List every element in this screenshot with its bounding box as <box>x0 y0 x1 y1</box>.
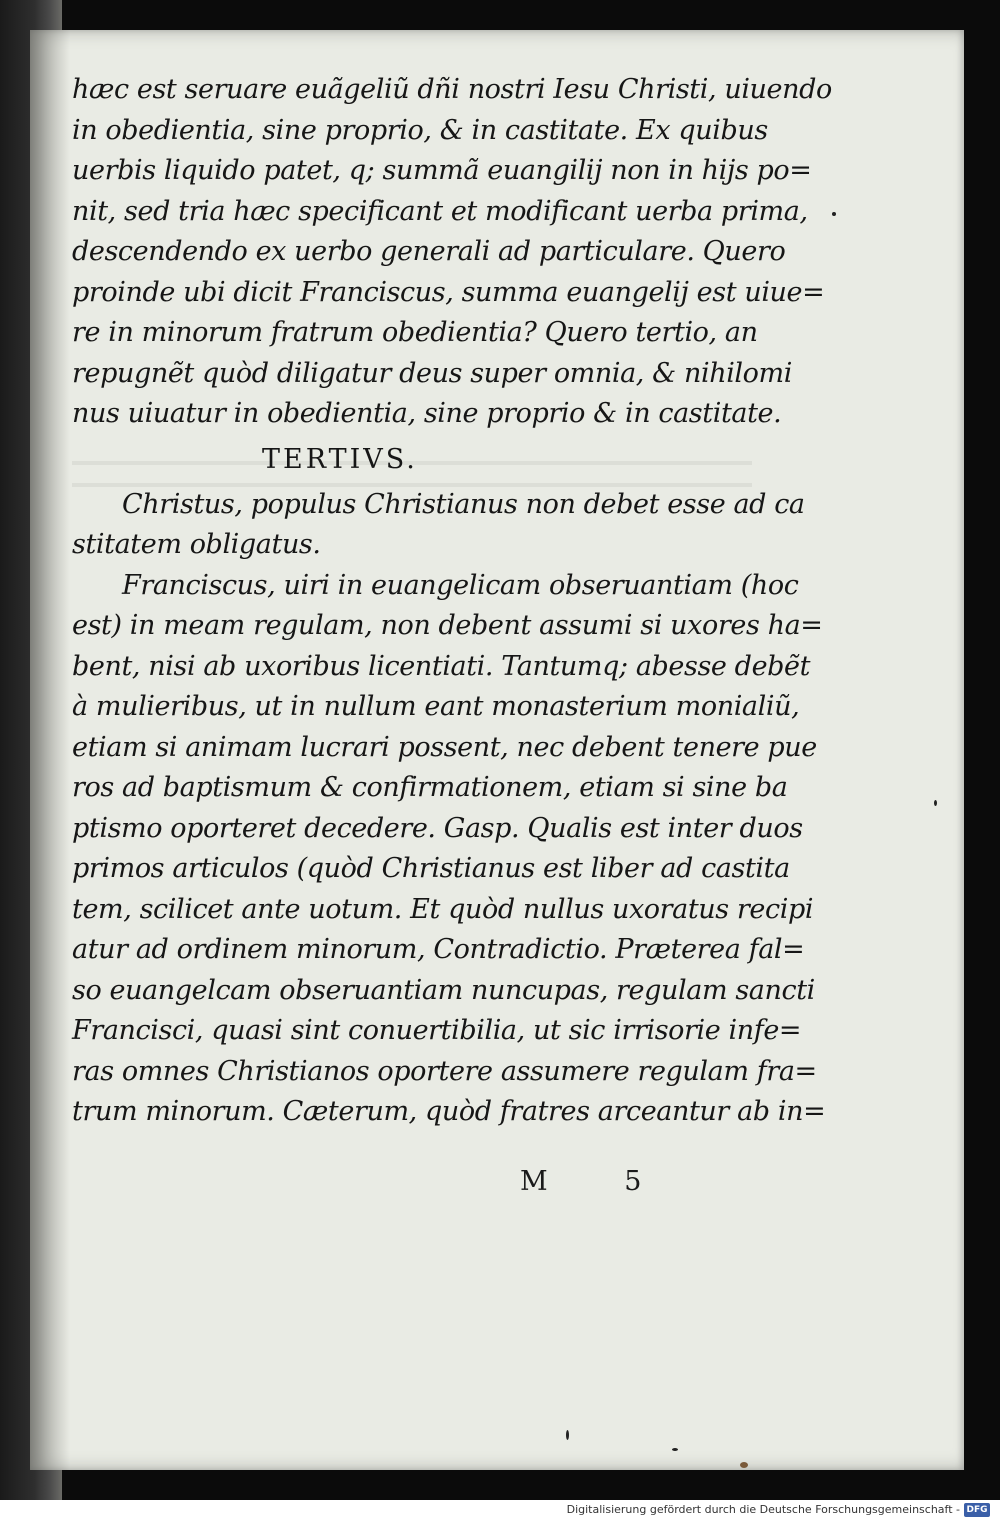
text-line: primos articulos (quòd Christianus est liber ad castita <box>72 853 790 884</box>
text-line: bent, nisi ab uxoribus licentiati. Tantumq; abesse debẽt <box>72 650 811 682</box>
text-line: nus uiuatur in obedientia, sine proprio & in castitate. <box>72 398 782 429</box>
ink-speck <box>832 212 836 216</box>
section-heading: TERTIVS. <box>262 443 418 475</box>
text-line: ras omnes Christianos oportere assumere regulam fra= <box>72 1055 817 1087</box>
text-line: uerbis liquido patet, q; summã euangilij non in hijs po= <box>72 155 812 186</box>
dfg-logo: DFG <box>964 1503 990 1517</box>
footer-credit: Digitalisierung gefördert durch die Deutsche Forschungsgemeinschaft - <box>566 1503 960 1516</box>
page-text-block <box>72 70 832 1133</box>
text-line: atur ad ordinem minorum, Contradictio. Præterea fal= <box>72 934 805 965</box>
text-line: ros ad baptismum & confirmationem, etiam si sine ba <box>72 772 788 803</box>
text-line: Christus, populus Christianus non debet esse ad ca <box>122 488 805 520</box>
text-line: repugnẽt quòd diligatur deus super omnia, & nihilomi <box>72 357 792 389</box>
text-line: à mulieribus, ut in nullum eant monasterium monialiũ, <box>72 691 800 722</box>
text-line: ptismo oporteret decedere. Gasp. Qualis est inter duos <box>72 812 803 844</box>
text-line: etiam si animam lucrari possent, nec debent tenere pue <box>72 731 817 763</box>
text-line: est) in meam regulam, non debent assumi si uxores ha= <box>72 610 823 641</box>
digitization-footer <box>0 1500 1000 1521</box>
ink-speck <box>566 1430 569 1440</box>
text-line: hæc est seruare euãgeliũ dñi nostri Iesu Christi, uiuendo <box>72 74 832 105</box>
text-line: tem, scilicet ante uotum. Et quòd nullus uxoratus recipi <box>72 893 814 925</box>
text-line: proinde ubi dicit Franciscus, summa euangelij est uiue= <box>72 276 825 308</box>
ink-speck <box>740 1462 748 1468</box>
signature-mark: M 5 <box>520 1166 676 1197</box>
text-line: in obedientia, sine proprio, & in castitate. Ex quibus <box>72 114 768 146</box>
text-line: Franciscus, uiri in euangelicam obseruantiam (hoc <box>122 569 799 601</box>
page-gutter-shadow <box>30 30 70 1470</box>
text-line: trum minorum. Cæterum, quòd fratres arceantur ab in= <box>72 1096 826 1127</box>
text-line: nit, sed tria hæc specificant et modificant uerba prima, <box>72 195 808 227</box>
text-line: so euangelcam obseruantiam nuncupas, regulam sancti <box>72 974 815 1006</box>
ink-speck <box>934 800 937 806</box>
ink-speck <box>672 1448 678 1451</box>
text-line: stitatem obligatus. <box>72 529 321 560</box>
text-line: re in minorum fratrum obedientia? Quero tertio, an <box>72 317 758 348</box>
text-line: descendendo ex uerbo generali ad particulare. Quero <box>72 236 786 267</box>
text-line: Francisci, quasi sint conuertibilia, ut sic irrisorie infe= <box>72 1015 802 1046</box>
